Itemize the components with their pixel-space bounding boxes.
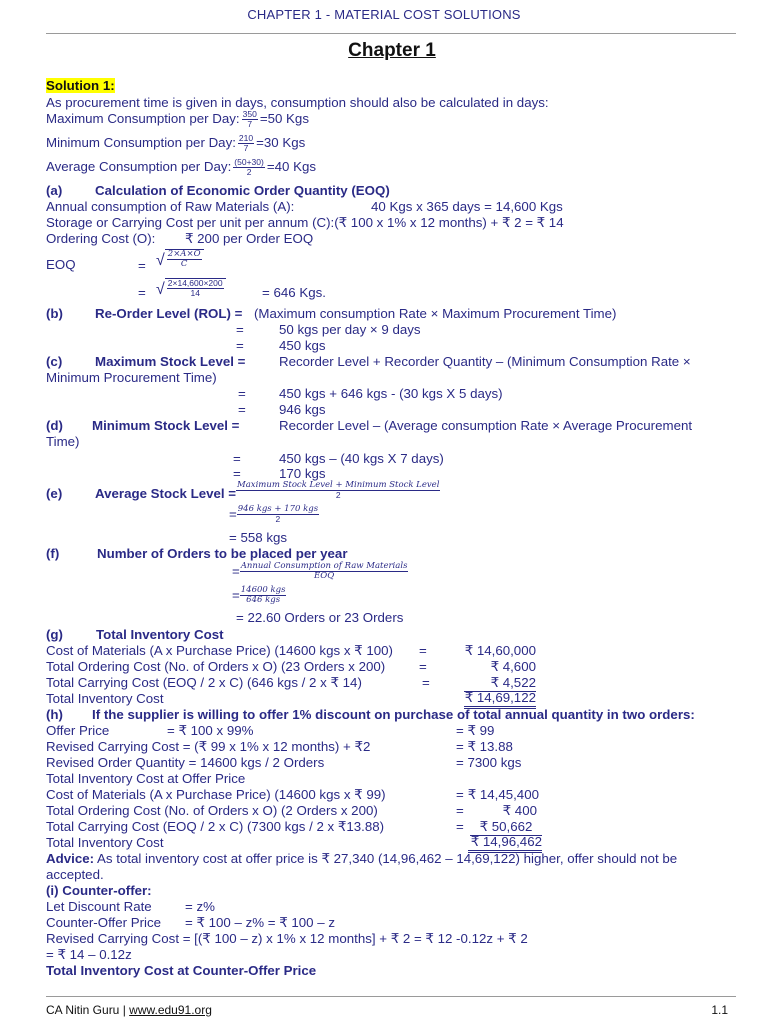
min-stock-line3: 170 kgs [279,466,326,481]
min-stock-line1: Recorder Level – (Average consumption Rate × Average Procurement [279,418,693,433]
eoq-label: EOQ [46,257,76,272]
label-e: (e) [46,486,63,501]
rol-line3: 450 kgs [279,338,326,353]
label-h: (h) [46,707,63,722]
max-stock-line1b: Minimum Procurement Time) [46,370,217,385]
g-total-value: ₹ 14,69,122 [464,690,536,709]
g-row-value: ₹ 4,522 [464,675,536,692]
g-row-text: Total Carrying Cost (EOQ / 2 x C) (646 kgs / 2 x ₹ 14) [46,675,362,690]
solution-label: Solution 1: [46,78,115,93]
revised-carrying-label: Revised Carrying Cost = (₹ 99 x 1% x 12 months) + ₹2 [46,739,371,754]
eoq-eq1: = [138,258,146,273]
g-row-value: ₹ 4,600 [490,659,536,674]
rol-line2: 50 kgs per day × 9 days [279,322,421,337]
orders-substituted: = $\frac{\text{14600 kgs}}{\text{646 kgs}}$ [232,585,286,605]
avg-stock-formula: $\frac{\text{Maximum Stock Level + Minimum Stock Level}}{2}$ [237,480,440,500]
tic-offer-heading: Total Inventory Cost at Offer Price [46,771,246,786]
min-stock-eq2: = [233,466,241,481]
h-row-eq: = [456,819,464,834]
footer-author: CA Nitin Guru | www.edu91.org [46,1003,212,1017]
g-row-eq: = [422,675,430,690]
min-stock-line2: 450 kgs – (40 kgs X 7 days) [279,451,444,466]
page-number: 1.1 [711,1003,728,1017]
advice: Advice: As total inventory cost at offer price is ₹ 27,340 (14,96,462 – 14,69,122) higher, offer should not be [46,851,678,866]
discount-rate-value: = z% [185,899,215,914]
orders-formula: = $\frac{\text{Annual Consumption of Raw Materials}}{\text{EOQ}}$ [232,561,408,581]
offer-price-calc: = ₹ 100 x 99% [167,723,254,738]
max-stock-line1: Recorder Level + Recorder Quantity – (Minimum Consumption Rate × [279,354,691,369]
page-header: CHAPTER 1 - MATERIAL COST SOLUTIONS [247,7,521,22]
g-row-value: ₹ 14,60,000 [464,643,536,658]
min-stock-eq1: = [233,451,241,466]
advice-cont: accepted. [46,867,104,882]
orders-result: = 22.60 Orders or 23 Orders [236,610,404,625]
min-stock-line1b: Time) [46,434,80,449]
footer-rule [46,996,736,997]
eoq-result: = 646 Kgs. [262,285,326,300]
label-a: (a) [46,183,63,198]
max-stock-eq1: = [238,386,246,401]
rol-line1: (Maximum consumption Rate × Maximum Procurement Time) [254,306,617,321]
revised-order-label: Revised Order Quantity = 14600 kgs / 2 Orders [46,755,325,770]
footer-link[interactable]: www.edu91.org [129,1003,212,1017]
annual-consumption-label: Annual consumption of Raw Materials (A): [46,199,295,214]
counter-carrying-result: = ₹ 14 – 0.12z [46,947,132,962]
heading-a: Calculation of Economic Order Quantity (EOQ) [95,183,390,198]
g-row-text: Total Ordering Cost (No. of Orders x O) (23 Orders x 200) [46,659,386,674]
heading-d: Minimum Stock Level = [92,418,240,433]
label-c: (c) [46,354,63,369]
g-row-text: Total Inventory Cost [46,691,164,706]
counter-carrying: Revised Carrying Cost = [(₹ 100 – z) x 1% x 12 months] + ₹ 2 = ₹ 12 -0.12z + ₹ 2 [46,931,528,946]
offer-price-label: Offer Price [46,723,110,738]
h-row-text: Total Carrying Cost (EOQ / 2 x C) (7300 kgs / 2 x ₹13.88) [46,819,385,834]
heading-e: Average Stock Level = [95,486,237,501]
counter-tic-heading: Total Inventory Cost at Counter-Offer Price [46,963,317,978]
g-row-eq: = [419,643,427,658]
h-row-eq: = [456,787,464,802]
header-rule [46,33,736,34]
heading-c: Maximum Stock Level = [95,354,246,369]
label-g: (g) [46,627,63,642]
min-consumption: Minimum Consumption per Day: $\frac{210}{7}$ =30 Kgs [46,133,306,153]
heading-h: If the supplier is willing to offer 1% discount on purchase of total annual quantity in two orders: [92,707,695,722]
rol-eq1: = [236,322,244,337]
max-stock-eq2: = [238,402,246,417]
h-row-text: Cost of Materials (A x Purchase Price) (14600 kgs x ₹ 99) [46,787,386,802]
g-row-eq: = [419,659,427,674]
label-d: (d) [46,418,63,433]
g-row-text: Cost of Materials (A x Purchase Price) (14600 kgs x ₹ 100) [46,643,393,658]
chapter-title: Chapter 1 [348,40,436,61]
h-total-value: ₹ 14,96,462 [468,834,542,853]
h-row-eq: = [456,803,464,818]
max-stock-line3: 946 kgs [279,402,326,417]
h-row-text: Total Ordering Cost (No. of Orders x O) (2 Orders x 200) [46,803,378,818]
avg-stock-result: = 558 kgs [229,530,288,545]
counter-heading: (i) Counter-offer: [46,883,152,898]
h-row-value: ₹ 14,45,400 [467,787,539,802]
revised-order-value: = 7300 kgs [456,755,522,770]
rol-eq2: = [236,338,244,353]
eoq-substituted: √ $\frac{2\times 14,600\times 200}{14}$ [156,278,226,298]
heading-g: Total Inventory Cost [96,627,224,642]
eoq-formula: √ $\frac{2\times A\times O}{C}$ [156,249,204,269]
counter-price-label: Counter-Offer Price [46,915,162,930]
label-f: (f) [46,546,60,561]
offer-price-value: = ₹ 99 [456,723,495,738]
annual-consumption-value: 40 Kgs x 365 days = 14,600 Kgs [371,199,563,214]
avg-consumption: Average Consumption per Day: $\frac{(50+30)}{2}$ =40 Kgs [46,157,316,177]
avg-stock-substituted: = $\frac{\text{946 kgs + 170 kgs}}{2}$ [229,504,319,524]
counter-price-value: = ₹ 100 – z% = ₹ 100 – z [185,915,335,930]
discount-rate-label: Let Discount Rate [46,899,152,914]
h-row-value: ₹ 50,662 [470,819,542,836]
heading-b: Re-Order Level (ROL) = [95,306,243,321]
storage-cost: Storage or Carrying Cost per unit per annum (C):(₹ 100 x 1% x 12 months) + ₹ 2 = ₹ 14 [46,215,564,230]
h-row-value: ₹ 400 [502,803,537,818]
eoq-eq2: = [138,285,146,300]
intro-text: As procurement time is given in days, consumption should also be calculated in days: [46,95,549,110]
revised-carrying-value: = ₹ 13.88 [456,739,513,754]
ordering-cost-value: ₹ 200 per Order EOQ [185,231,314,246]
ordering-cost-label: Ordering Cost (O): [46,231,156,246]
max-consumption: Maximum Consumption per Day: $\frac{350}{7}$ =50 Kgs [46,109,309,129]
h-row-text: Total Inventory Cost [46,835,164,850]
max-stock-line2: 450 kgs + 646 kgs - (30 kgs X 5 days) [279,386,503,401]
label-b: (b) [46,306,63,321]
heading-f: Number of Orders to be placed per year [97,546,348,561]
